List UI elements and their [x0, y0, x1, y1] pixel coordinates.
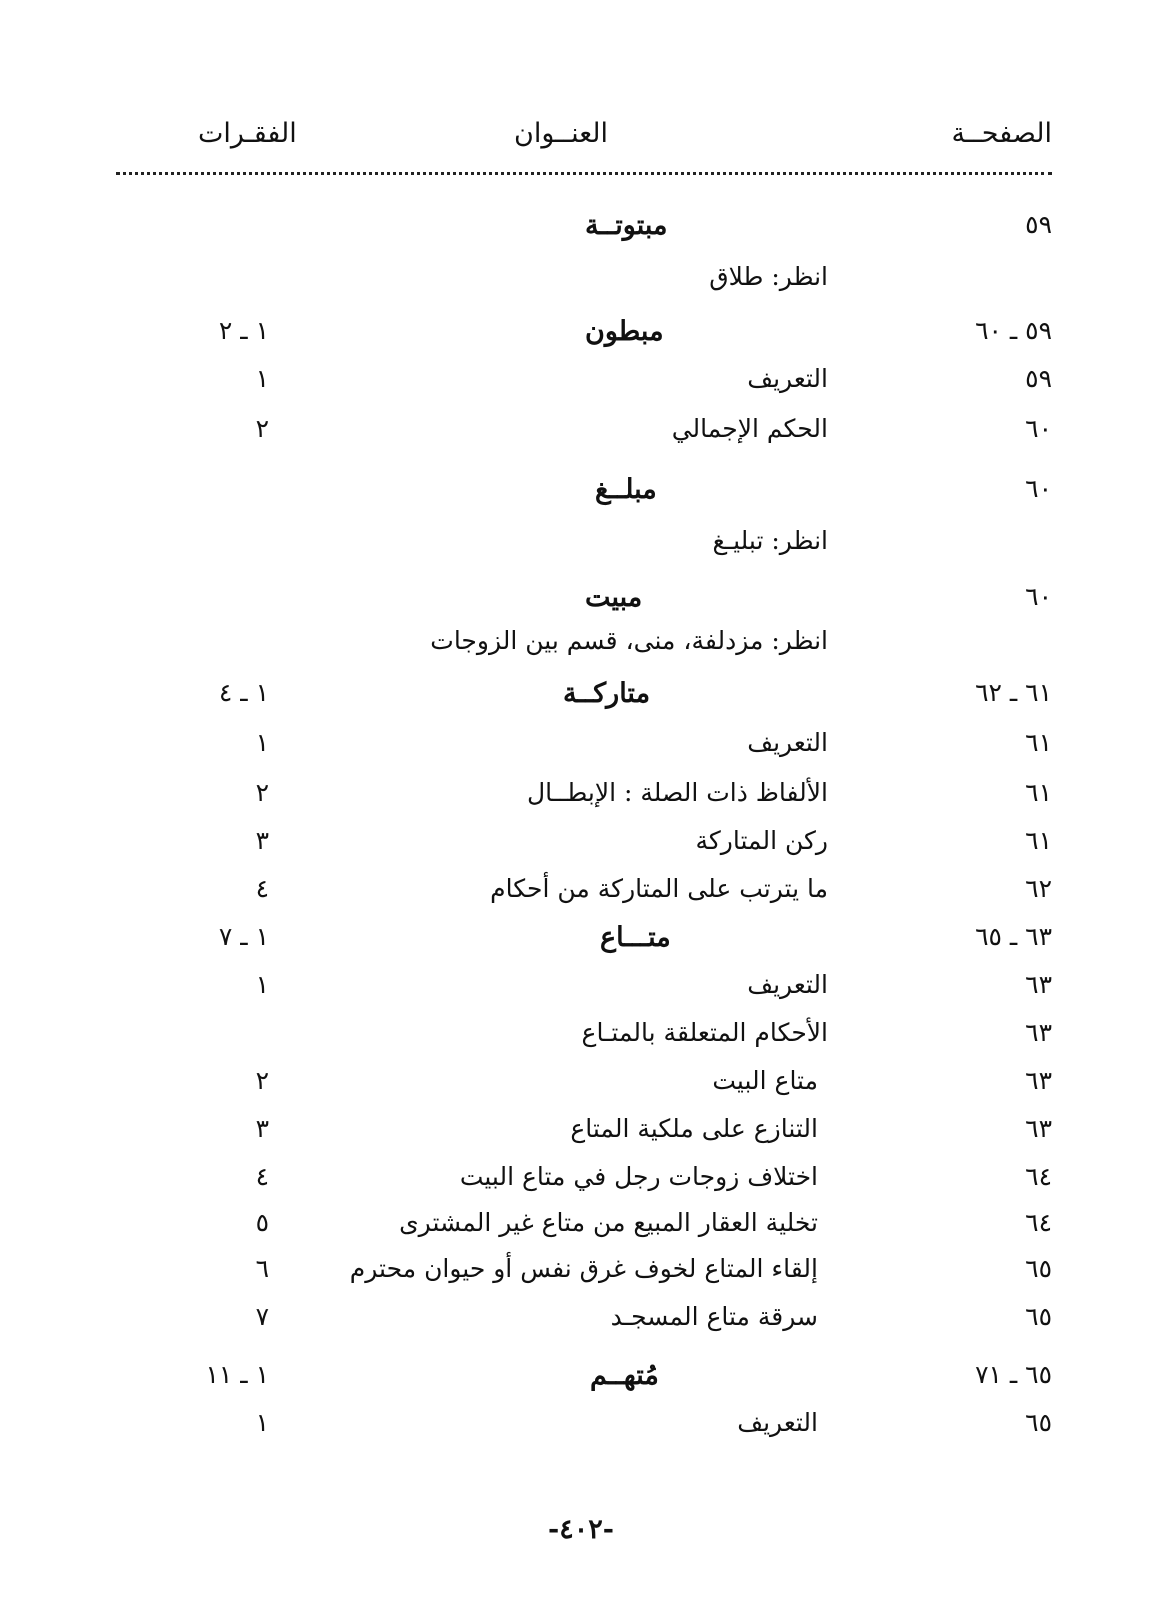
index-subheading: تخلية العقار المبيع من متاع غير المشترى: [399, 1208, 818, 1237]
index-row: [0, 1408, 1162, 1450]
index-page-number: ٦١: [1025, 826, 1052, 855]
index-page-number: ٦٠: [1025, 582, 1052, 611]
index-page-number: ٦٠: [1025, 474, 1052, 503]
index-row: [0, 970, 1162, 1012]
index-page-number: ٥٩: [1025, 364, 1052, 393]
index-main-heading: متـــاع: [600, 922, 671, 953]
index-paragraph-range: ٤: [255, 1162, 269, 1191]
index-row: [0, 262, 1162, 304]
header-paragraphs-label: الفقـرات: [198, 118, 297, 149]
index-subheading: إلقاء المتاع لخوف غرق نفس أو حيوان محترم: [349, 1254, 818, 1283]
index-see-reference: انظر: طلاق: [709, 262, 828, 291]
index-row: [0, 582, 1162, 624]
index-subheading: التعريف: [747, 970, 828, 999]
index-row: [0, 1162, 1162, 1204]
index-row: [0, 1302, 1162, 1344]
index-row: [0, 210, 1162, 252]
index-subheading: ركن المتاركة: [695, 826, 828, 855]
index-row: [0, 526, 1162, 568]
index-page-number: ٦٤: [1025, 1162, 1052, 1191]
index-page-number: ٦٣: [1025, 1018, 1052, 1047]
header-divider: [116, 172, 1052, 175]
index-page-number: ٥٩ ـ ٦٠: [975, 316, 1052, 345]
index-row: [0, 626, 1162, 668]
index-page-number: ٦٥ ـ ٧١: [975, 1360, 1052, 1389]
index-subheading: اختلاف زوجات رجل في متاع البيت: [459, 1162, 818, 1191]
index-paragraph-range: ١: [255, 364, 269, 393]
index-main-heading: مبيت: [585, 582, 643, 613]
index-subheading: الألفاظ ذات الصلة : الإبطــال: [526, 778, 828, 807]
header-title-label: العنــوان: [514, 118, 608, 149]
index-page-number: ٦١: [1025, 778, 1052, 807]
index-paragraph-range: ١ ـ ٢: [218, 316, 269, 345]
index-main-heading: مبلــغ: [595, 474, 657, 505]
index-page-number: ٦٣: [1025, 970, 1052, 999]
index-main-heading: مُتهــم: [590, 1360, 659, 1391]
index-subheading: الأحكام المتعلقة بالمتـاع: [581, 1018, 828, 1047]
index-page-number: ٦٤: [1025, 1208, 1052, 1237]
index-row: [0, 1018, 1162, 1060]
index-row: [0, 364, 1162, 406]
index-row: [0, 474, 1162, 516]
page-number: -٤٠٢-: [548, 1514, 614, 1545]
index-subheading: الحكم الإجمالي: [671, 414, 828, 443]
index-subheading: التعريف: [747, 364, 828, 393]
index-page-number: ٦٥: [1025, 1254, 1052, 1283]
index-row: [0, 414, 1162, 456]
index-main-heading: مبتوتــة: [585, 210, 668, 241]
index-subheading: متاع البيت: [712, 1066, 818, 1095]
index-page-number: ٥٩: [1025, 210, 1052, 239]
index-paragraph-range: ١: [255, 1408, 269, 1437]
index-row: [0, 826, 1162, 868]
index-paragraph-range: ٢: [255, 778, 269, 807]
index-paragraph-range: ٣: [255, 826, 269, 855]
index-row: [0, 922, 1162, 964]
index-paragraph-range: ١ ـ ٤: [218, 678, 269, 707]
index-paragraph-range: ٣: [255, 1114, 269, 1143]
index-row: [0, 678, 1162, 720]
index-paragraph-range: ١ ـ ١١: [205, 1360, 269, 1389]
index-paragraph-range: ٥: [255, 1208, 269, 1237]
index-page-number: ٦٣: [1025, 1114, 1052, 1143]
index-row: [0, 874, 1162, 916]
index-row: [0, 1254, 1162, 1296]
index-subheading: التعريف: [737, 1408, 818, 1437]
index-page-number: ٦٥: [1025, 1302, 1052, 1331]
index-see-reference: انظر: تبليـغ: [712, 526, 828, 555]
index-page-number: ٦١: [1025, 728, 1052, 757]
index-subheading: ما يترتب على المتاركة من أحكام: [490, 874, 828, 903]
index-paragraph-range: ٧: [255, 1302, 269, 1331]
index-main-heading: مبطون: [585, 316, 664, 347]
index-row: [0, 1208, 1162, 1250]
index-page-number: ٦٢: [1025, 874, 1052, 903]
index-subheading: سرقة متاع المسجـد: [610, 1302, 818, 1331]
index-paragraph-range: ١: [255, 970, 269, 999]
index-page-number: ٦١ ـ ٦٢: [975, 678, 1052, 707]
index-row: [0, 316, 1162, 358]
index-page-number: ٦٥: [1025, 1408, 1052, 1437]
index-see-reference: انظر: مزدلفة، منى، قسم بين الزوجات: [430, 626, 828, 655]
index-paragraph-range: ٢: [255, 1066, 269, 1095]
index-paragraph-range: ١ ـ ٧: [218, 922, 269, 951]
index-row: [0, 728, 1162, 770]
index-subheading: التعريف: [747, 728, 828, 757]
index-page-number: ٦٠: [1025, 414, 1052, 443]
index-row: [0, 1114, 1162, 1156]
index-paragraph-range: ١: [255, 728, 269, 757]
header-page-label: الصفحــة: [951, 118, 1052, 149]
index-page-number: ٦٣ ـ ٦٥: [975, 922, 1052, 951]
index-row: [0, 1066, 1162, 1108]
index-paragraph-range: ٤: [255, 874, 269, 903]
index-row: [0, 778, 1162, 820]
index-paragraph-range: ٢: [255, 414, 269, 443]
index-subheading: التنازع على ملكية المتاع: [570, 1114, 818, 1143]
index-main-heading: متاركــة: [563, 678, 651, 709]
index-row: [0, 1360, 1162, 1402]
index-paragraph-range: ٦: [255, 1254, 269, 1283]
index-page-number: ٦٣: [1025, 1066, 1052, 1095]
